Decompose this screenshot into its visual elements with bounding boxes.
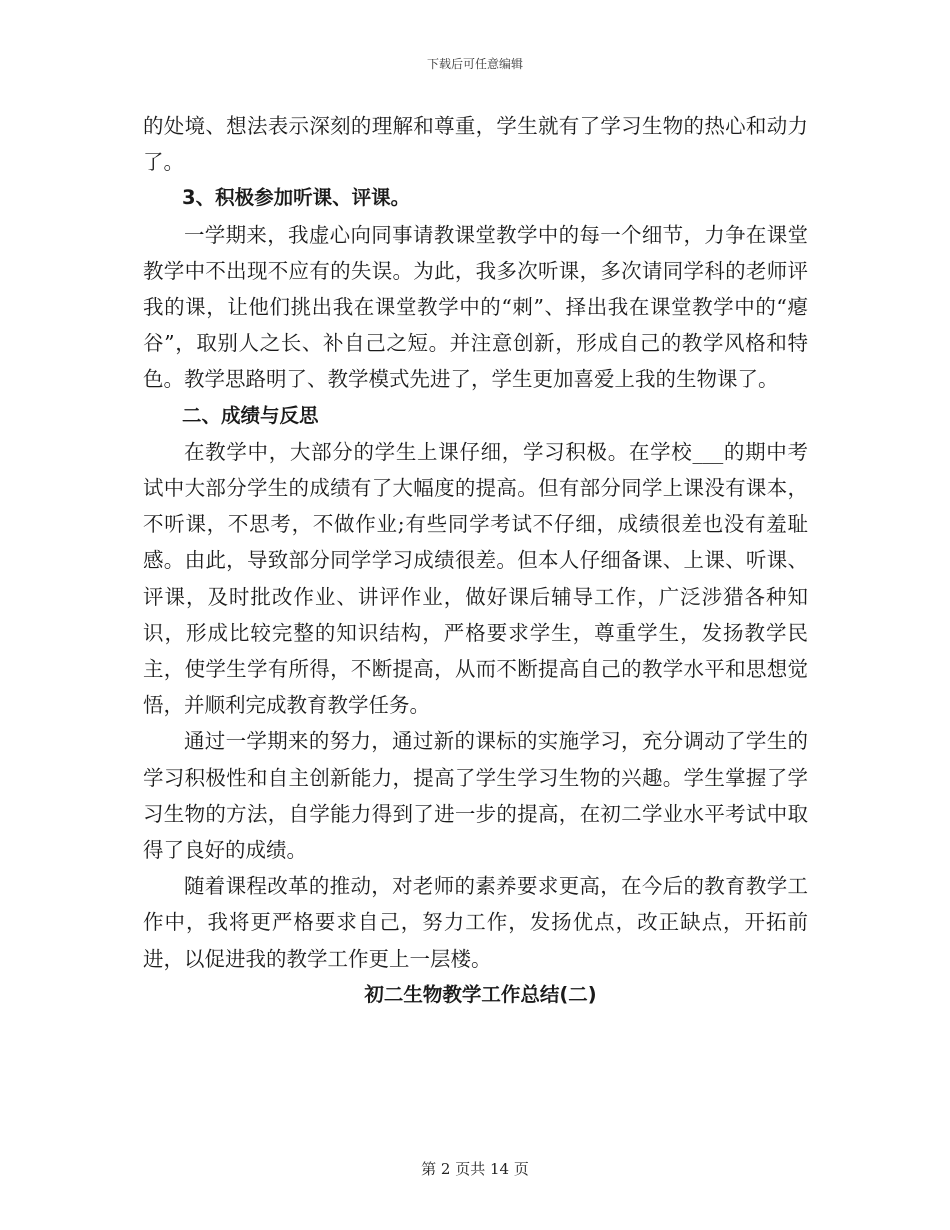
page-footer: 第 2 页共 14 页: [421, 1160, 529, 1178]
paragraph-efforts: 通过一学期来的努力，通过新的课标的实施学习，充分调动了学生的学习积极性和自主创新能力，提高了学生学习生物的兴趣。学生掌握了学习生物的方法，自学能力得到了进一步的提高，在初二学业水平考试中取得了良好的成绩。: [143, 729, 808, 863]
paragraph-continued: 的处境、想法表示深刻的理解和尊重，学生就有了学习生物的热心和动力了。: [143, 114, 808, 175]
section-heading-results: 二、成绩与反思: [182, 403, 319, 427]
page-header: 下载后可任意编辑: [426, 57, 523, 71]
paragraph-listening-review: 一学期来，我虚心向同事请教课堂教学中的每一个细节，力争在课堂教学中不出现不应有的失误。为此，我多次听课，多次请同学科的老师评我的课，让他们挑出我在课堂教学中的“刺”、择出我在课堂教学中的“瘪谷”，取别人之长、补自己之短。并注意创新，形成自己的教学风格和特色。教学思路明了、教学模式先进了，学生更加喜爱上我的生物课了。: [143, 222, 808, 392]
paragraph-results: 在教学中，大部分的学生上课仔细，学习积极。在学校___的期中考试中大部分学生的成绩有了大幅度的提高。但有部分同学上课没有课本，不听课，不思考，不做作业;有些同学考试不仔细，成绩很差也没有羞耻感。由此，导致部分同学学习成绩很差。但本人仔细备课、上课、听课、评课，及时批改作业、讲评作业，做好课后辅导工作，广泛涉猎各种知识，形成比较完整的知识结构，严格要求学生，尊重学生，发扬教学民主，使学生学有所得，不断提高，从而不断提高自己的教学水平和思想觉悟，并顺利完成教育教学任务。: [143, 439, 808, 718]
paragraph-future: 随着课程改革的推动，对老师的素养要求更高，在今后的教育教学工作中，我将更严格要求自己，努力工作，发扬优点，改正缺点，开拓前进，以促进我的教学工作更上一层楼。: [143, 874, 808, 971]
document-title-part-2: 初二生物教学工作总结(二): [364, 982, 597, 1006]
section-heading-3: 3、积极参加听课、评课。: [182, 186, 411, 210]
document-body: [143, 108, 808, 1013]
